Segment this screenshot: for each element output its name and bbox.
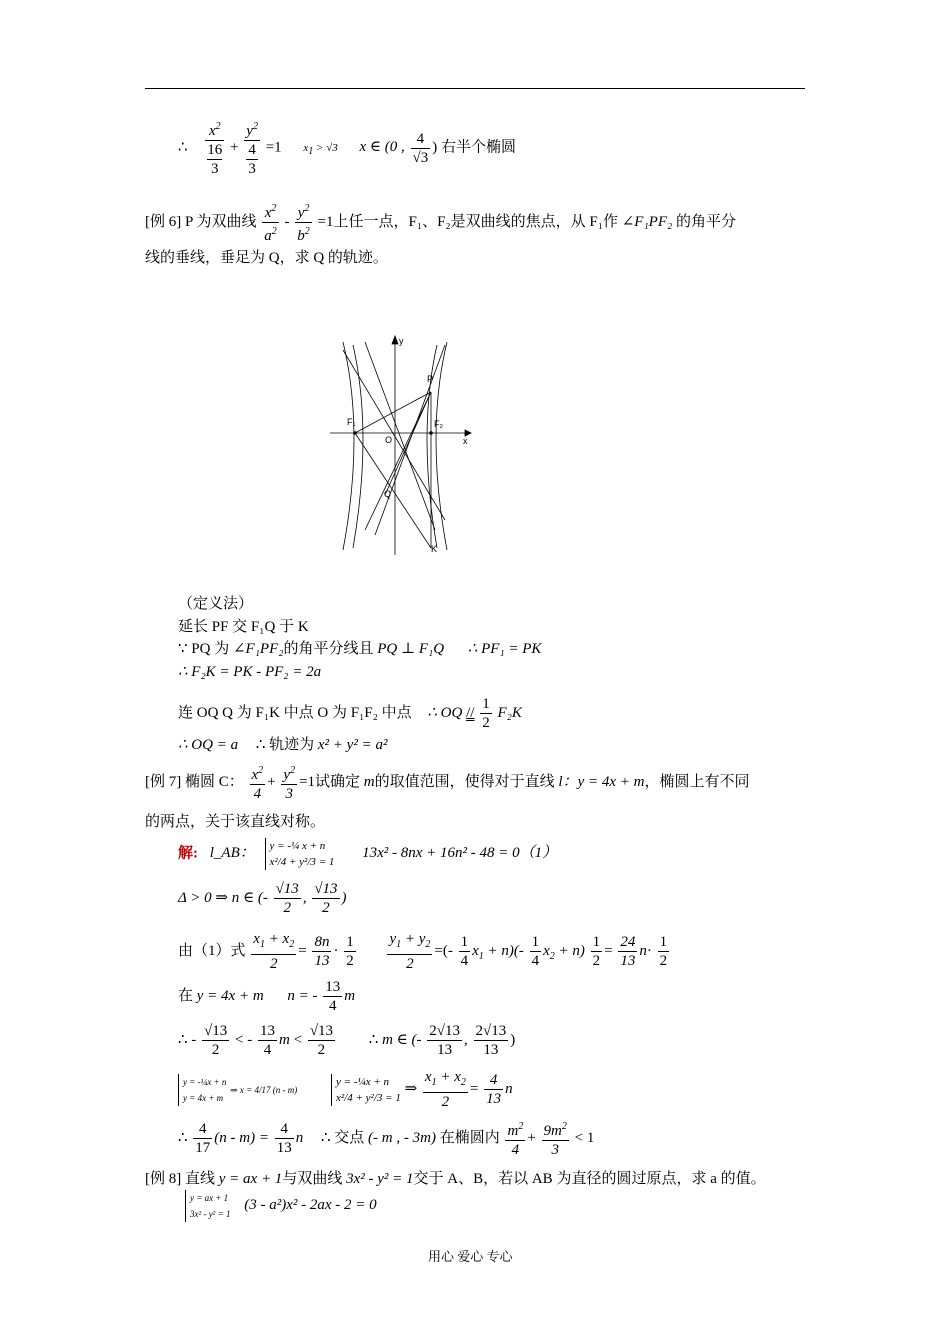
sol7-intersection: ∴ $\frac{4}{17}$ (n - m) = $\frac{4}{13}$ n ∴ 交点 (- m , - 3m) 在椭圆内 $\frac{m^2}{4}$ + $\frac{9m^2}{3}$ < 1 [178, 1118, 594, 1159]
example-6-line2: 线的垂线，垂足为 Q，求 Q 的轨迹。 [145, 250, 388, 266]
fig-label-y: y [399, 336, 404, 346]
hyperbola-left-outer [343, 342, 354, 550]
sol6-step1: 延长 PF 交 F₁Q 于 K [178, 619, 309, 635]
page-footer: 用心 爱心 专心 [428, 1249, 513, 1264]
fig-label-f1: F₁ [347, 417, 356, 427]
segment-f1p [355, 392, 431, 433]
sol6-step4: 连 OQ Q 为 F₁K 中点 O 为 F₁F₂ 中点 ∴ OQ // $\frac{1}{2}$ F₂K [178, 696, 522, 731]
fig-label-o: O [385, 435, 393, 445]
example-6-tail: 上任一点，F₁、F₂是双曲线的焦点，从 F₁作 [333, 213, 618, 230]
sol7-delta: Δ > 0 ⇒ n ∈ (- $\frac{√13}{2}$ , $\frac{√13}{2}$ ) [178, 881, 347, 916]
hyperbola-right-outer [436, 342, 447, 550]
frac-4-sqrt3: $\frac{4}{√3}$ [412, 130, 429, 166]
example-7-line1: [例 7] 椭圆 C： $\frac{x^2}{4}$ + $\frac{y^2}{3}$ =1试确定 m的取值范围，使得对于直线 l：y = 4x + m，椭圆上有不同 [145, 762, 749, 803]
frac-x2-a2: $\frac{x^2}{a^2}$ [262, 200, 279, 245]
angle-f1pf2: ∠F₁PF₂ [621, 213, 673, 230]
frac-x2-16-3: $x^2$ 16 3 [205, 118, 224, 178]
example-8-system: y = ax + 1 3x² - y² = 1 (3 - a²)x² - 2ax - 2 = 0 [185, 1190, 377, 1222]
header-rule [145, 88, 805, 89]
sol7-range: ∴ - $\frac{√13}{2}$ < - $\frac{13}{4}$ m < $\frac{√13}{2}$ ∴ m ∈ (- $\frac{2√13}{13}$ , $\frac{2√13}{13}$ ) [178, 1023, 516, 1058]
sol6-step5: ∴ OQ = a ∴ 轨迹为 x² + y² = a² [178, 737, 388, 753]
therefore-symbol: ∴ [178, 139, 188, 156]
fig-label-k: K [431, 544, 438, 554]
example-6-line1: [例 6] P 为双曲线 $\frac{x^2}{a^2}$ - $\frac{y^2}{b^2}$ =1上任一点，F₁、F₂是双曲线的焦点，从 F₁作 ∠F₁PF₂ 的角平分 [145, 200, 736, 245]
fig-label-q: Q [384, 489, 392, 499]
ellipse-result-line: ∴ $x^2$ 16 3 + $y^2$ 4 3 =1 $x_1 > √3$ x ∈ (0 , $\frac{4}{√3}$ ) 右半个椭圆 [178, 118, 516, 178]
example-6-tail2: 的角平分 [675, 213, 736, 230]
half-ellipse-note: 右半个椭圆 [441, 139, 517, 156]
fig-label-f2: F₂ [434, 419, 443, 429]
segment-f1k [355, 433, 431, 548]
frac-y2-4-3: $y^2$ 4 3 [244, 118, 260, 178]
fig-label-x: x [463, 436, 468, 446]
sol7-midpoint: 由（1）式 $\frac{x_1 + x_2}{2}$ = $\frac{8n}{13}$ · $\frac{1}{2}$ $\frac{y_1 + y_2}{2}$ =(- $\frac{1}{4}$ $x_1 + n)(-$ $\frac{1}{4}$ $x_2 + n$) $\frac{1}{2}$ = $\frac{24}{13}$ n· $\frac{1}{2}$ [178, 931, 668, 972]
frac-y2-b2: $\frac{y^2}{b^2}$ [295, 200, 312, 245]
bisector-pq [365, 392, 431, 530]
cond-x1: $x_1 > √3$ [303, 142, 338, 158]
sol7-substitute: 在 y = 4x + m n = - $\frac{13}{4}$ m [178, 979, 356, 1014]
fig-label-p: P [427, 374, 434, 384]
sol7-system2: y = -¼x + n y = 4x + m ⇒ x = 4/17 (n - m) y = -¼x + n x²/4 + y²/3 = 1 ⇒ $\frac{x_1 + x_2}{2}$ = $\frac{4}{13}$ n [178, 1068, 513, 1111]
example-8-line: [例 8] 直线 y = ax + 1与双曲线 3x² - y² = 1交于 A、B，若以 AB 为直径的圆过原点，求 a 的值。 [145, 1171, 766, 1187]
sol6-method: （定义法） [178, 596, 254, 612]
sol6-step2: ∵ PQ 为 ∠F₁PF₂的角平分线且 PQ ⊥ F₁Q ∴ PF₁ = PK [178, 641, 542, 657]
hyperbola-figure [325, 330, 475, 560]
sol7-step1: 解: l_AB： y = -¼ x + n x²/4 + y²/3 = 1 13x² - 8nx + 16n² - 48 = 0（1） [178, 840, 558, 868]
example-6-head: [例 6] P 为双曲线 [145, 213, 257, 230]
sol6-step3: ∴ F₂K = PK - PF₂ = 2a [178, 664, 322, 680]
example-7-line2: 的两点，关于该直线对称。 [145, 814, 326, 830]
